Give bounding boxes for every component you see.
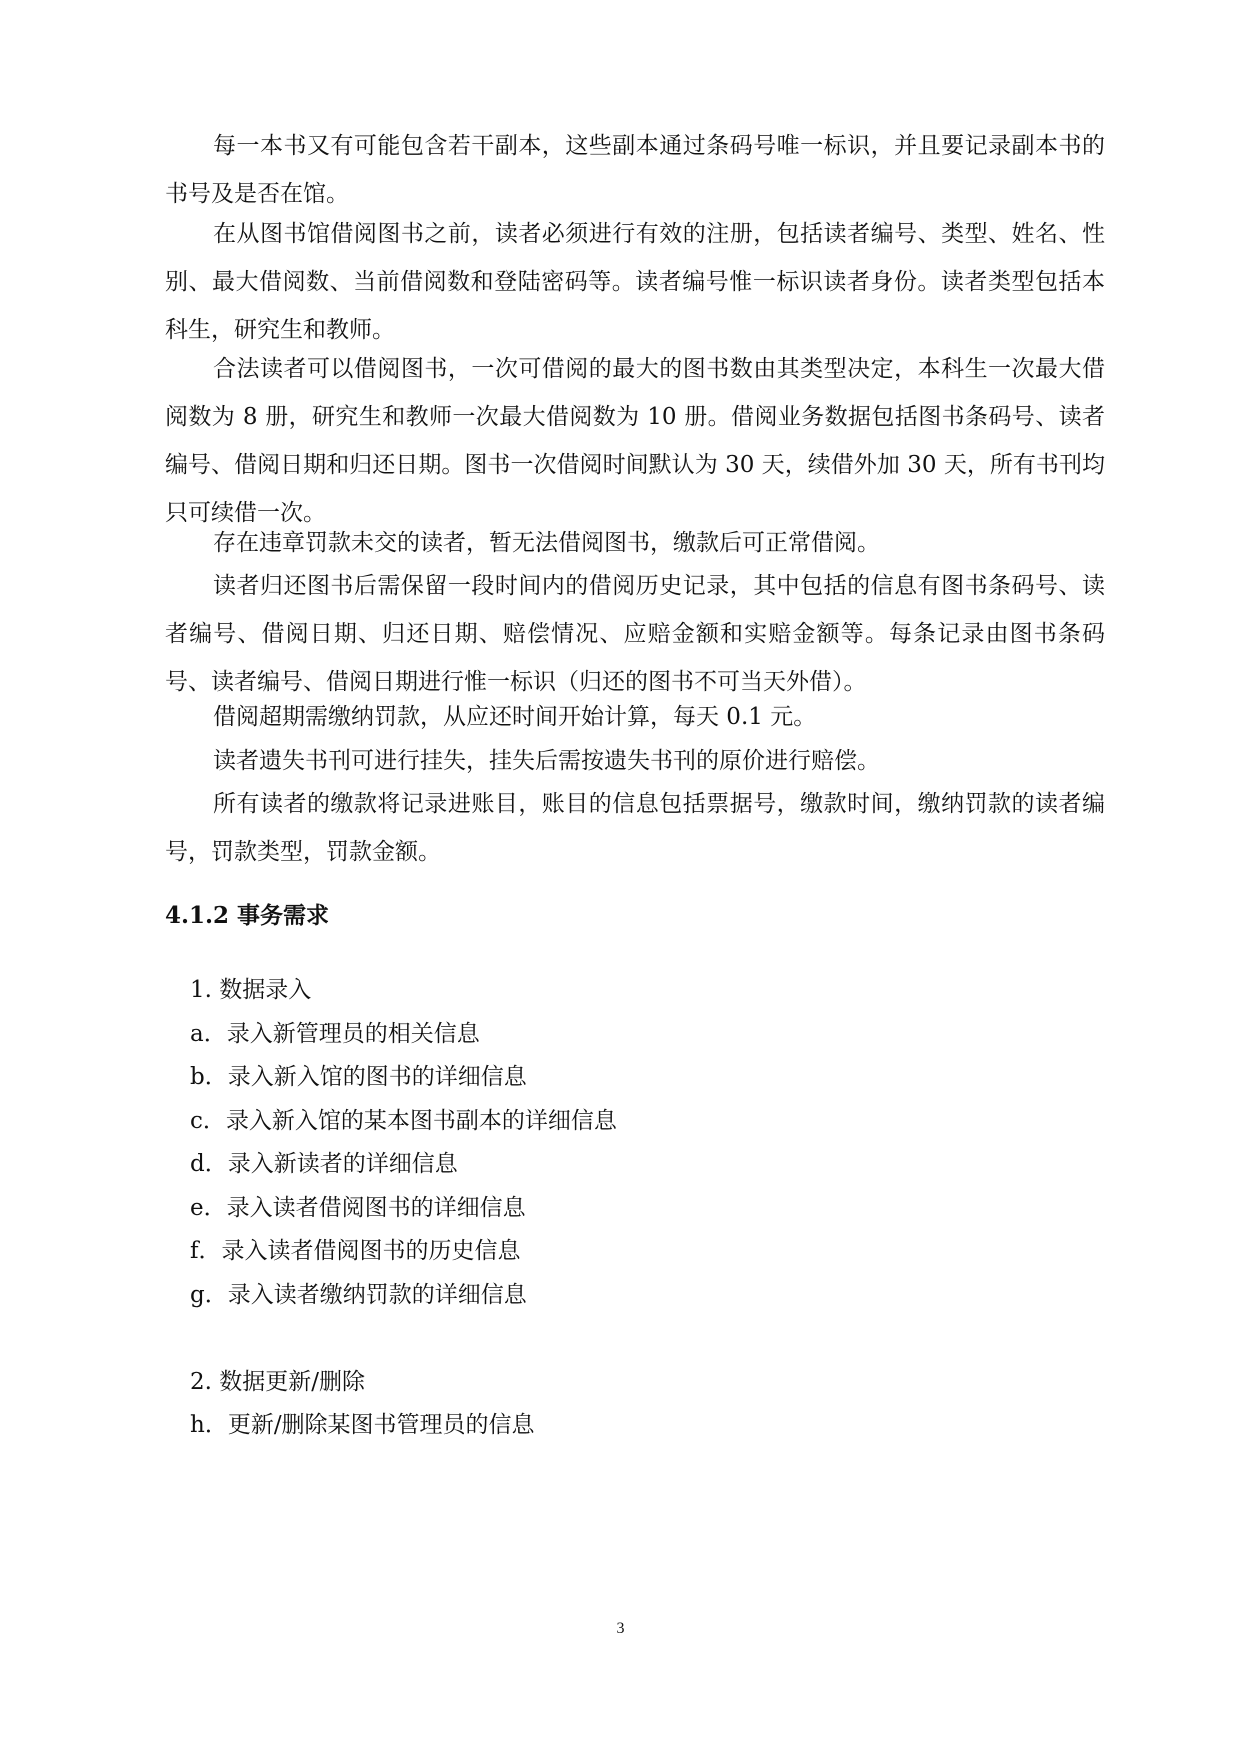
list-item: d．录入新读者的详细信息 bbox=[190, 1151, 458, 1177]
paragraph-overdue-fine: 借阅超期需缴纳罚款，从应还时间开始计算，每天 0.1 元。 bbox=[213, 704, 817, 730]
paragraph-history-records: 读者归还图书后需保留一段时间内的借阅历史记录，其中包括的信息有图书条码号、读者编号、借阅日期、归还日期、赔偿情况、应赔金额和实赔金额等。每条记录由图书条码号、读者编号、借阅日期进行惟一标识（归还的图书不可当天外借）。 bbox=[165, 573, 1105, 695]
list-heading-data-entry: 1. 数据录入 bbox=[190, 977, 312, 1003]
paragraph-book-copies: 每一本书又有可能包含若干副本，这些副本通过条码号唯一标识，并且要记录副本书的书号及是否在馆。 bbox=[165, 133, 1105, 207]
list-item: c．录入新入馆的某本图书副本的详细信息 bbox=[190, 1108, 617, 1134]
paragraph-fines-block: 存在违章罚款未交的读者，暂无法借阅图书，缴款后可正常借阅。 bbox=[213, 530, 880, 556]
list-item: f．录入读者借阅图书的历史信息 bbox=[190, 1238, 521, 1264]
list-item: h．更新/删除某图书管理员的信息 bbox=[190, 1412, 535, 1438]
list-item: e．录入读者借阅图书的详细信息 bbox=[190, 1195, 526, 1221]
list-item: g．录入读者缴纳罚款的详细信息 bbox=[190, 1282, 527, 1308]
list-item: a．录入新管理员的相关信息 bbox=[190, 1021, 480, 1047]
page-number: 3 bbox=[616, 1620, 625, 1637]
section-heading: 4.1.2 事务需求 bbox=[165, 902, 330, 929]
paragraph-accounts: 所有读者的缴款将记录进账目，账目的信息包括票据号，缴款时间，缴纳罚款的读者编号，罚款类型，罚款金额。 bbox=[165, 791, 1105, 865]
paragraph-lost-books: 读者遗失书刊可进行挂失，挂失后需按遗失书刊的原价进行赔偿。 bbox=[213, 748, 880, 774]
paragraph-borrowing-rules: 合法读者可以借阅图书，一次可借阅的最大的图书数由其类型决定，本科生一次最大借阅数为 8 册，研究生和教师一次最大借阅数为 10 册。借阅业务数据包括图书条码号、读者编号、借阅日期和归还日期。图书一次借阅时间默认为 30 天，续借外加 30 天，所有书刊均只可续借一次。 bbox=[165, 356, 1105, 526]
list-item: b．录入新入馆的图书的详细信息 bbox=[190, 1064, 527, 1090]
list-heading-data-update: 2. 数据更新/删除 bbox=[190, 1369, 366, 1395]
paragraph-reader-registration: 在从图书馆借阅图书之前，读者必须进行有效的注册，包括读者编号、类型、姓名、性别、最大借阅数、当前借阅数和登陆密码等。读者编号惟一标识读者身份。读者类型包括本科生，研究生和教师。 bbox=[165, 221, 1105, 343]
